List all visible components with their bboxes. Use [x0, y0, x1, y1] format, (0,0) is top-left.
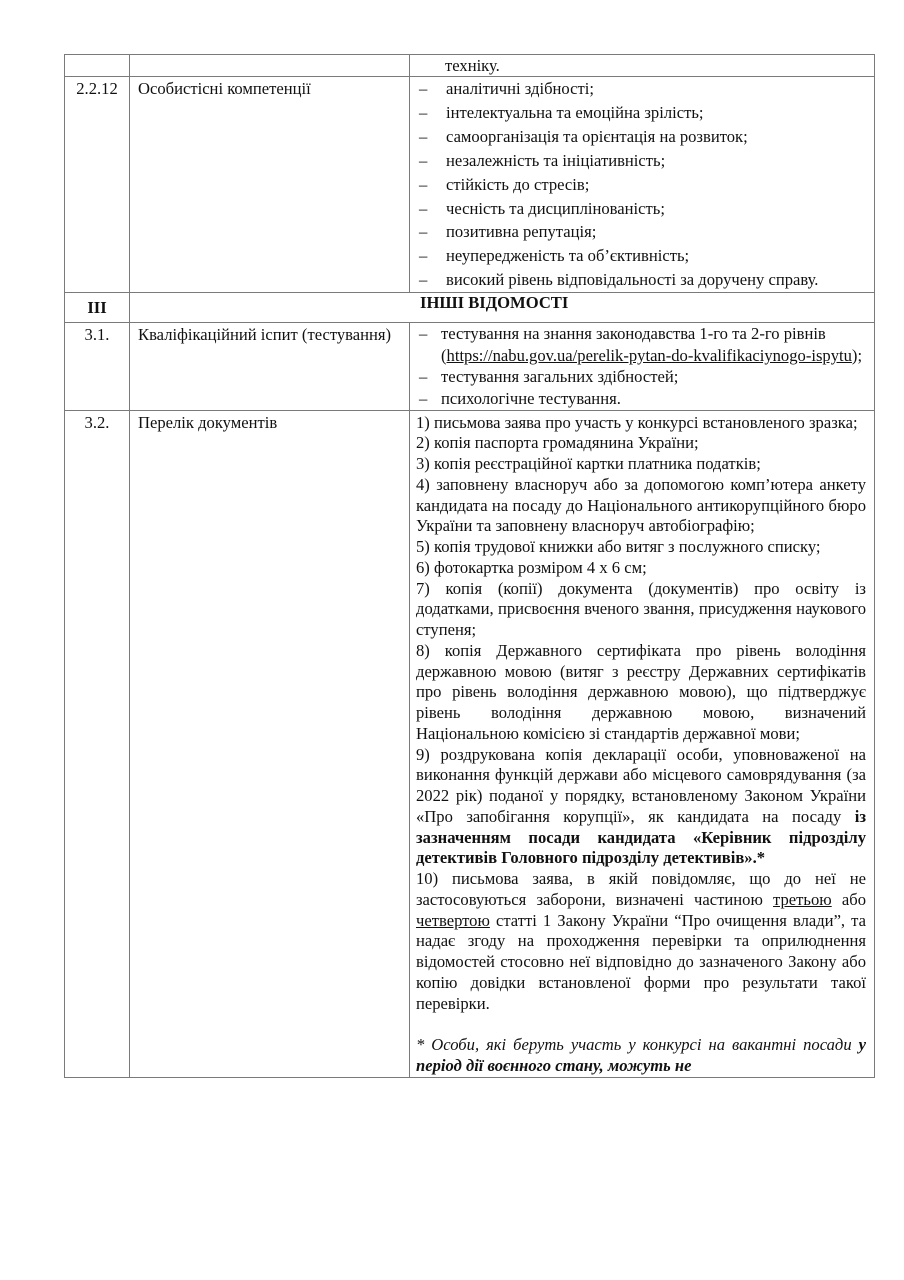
- document-item: 8) копія Державного сертифіката про рівень володіння державною мовою (витяг з реєстру Державних сертифікатів про рівень володіння державною мовою), що підтверджує рівень володіння державною мовою, визначений Національною комісією зі стандартів державної мови;: [416, 640, 866, 743]
- requirements-table: [64, 54, 875, 1078]
- lustration-underlined-2: четвертою: [416, 910, 490, 930]
- list-item: – аналітичні здібності;: [410, 77, 874, 101]
- document-item: 2) копія паспорта громадянина України;: [416, 433, 699, 453]
- list-item: – інтелектуальна та емоційна зрілість;: [410, 101, 874, 125]
- section-header-row: [65, 293, 875, 323]
- exam-cell: [410, 323, 875, 410]
- competencies-list: [410, 77, 874, 292]
- document-item: 1) письмова заява про участь у конкурсі встановленого зразка;: [416, 412, 858, 432]
- row-label: [130, 323, 410, 410]
- exam-label: Кваліфікаційний іспит (тестування): [138, 325, 392, 345]
- document-item: 6) фотокартка розміром 4 х 6 см;: [416, 557, 647, 577]
- document-item: 3) копія реєстраційної картки платника податків;: [416, 454, 761, 474]
- declaration-bold-text: із зазначенням посади кандидата «Керівник підрозділу детективів Головного підрозділу детективів».*: [416, 806, 866, 868]
- competencies-cell: [410, 77, 875, 293]
- document-item: 4) заповнену власноруч або за допомогою комп’ютера анкету кандидата на посаду до Національного антикорупційного бюро України та заповнену власноруч автобіографію;: [416, 474, 866, 536]
- exam-list: [410, 323, 874, 409]
- row-number: 2.2.12: [65, 77, 130, 293]
- list-item: [410, 323, 874, 366]
- list-item: – чесність та дисциплінованість;: [410, 197, 874, 221]
- table-row-2-2-12: [65, 77, 875, 293]
- row-number: 3.1.: [65, 323, 130, 410]
- section-title: ІНШІ ВІДОМОСТІ: [130, 293, 875, 323]
- footnote: [416, 1035, 866, 1077]
- list-item: – позитивна репутація;: [410, 220, 874, 244]
- exam-item-text: тестування на знання законодавства 1-го та 2-го рівнів (: [441, 324, 826, 365]
- list-item: – високий рівень відповідальності за доручену справу.: [410, 268, 874, 292]
- list-item: – стійкість до стресів;: [410, 173, 874, 197]
- spacer: [416, 1014, 866, 1035]
- document-item: 5) копія трудової книжки або витяг з послужного списку;: [416, 537, 821, 557]
- list-item: – тестування загальних здібностей;: [410, 366, 874, 388]
- document-item-lustration: [416, 869, 866, 1014]
- list-item: – психологічне тестування.: [410, 388, 874, 410]
- list-item: – незалежність та ініціативність;: [410, 149, 874, 173]
- cell-number: [65, 55, 130, 77]
- list-item: – неупередженість та об’єктивність;: [410, 244, 874, 268]
- document-item: 7) копія (копії) документа (документів) про освіту із додатками, присвоєння вченого звання, присудження наукового ступеня;: [416, 578, 866, 640]
- declaration-text: 9) роздрукована копія декларації особи, уповноваженої на виконання функцій держави або місцевого самоврядування (за 2022 рік) поданої у порядку, встановленому Законом України «Про запобігання корупції», як кандидата на посаду: [416, 744, 866, 826]
- documents-cell: [410, 410, 875, 1077]
- row-label: Перелік документів: [130, 410, 410, 1077]
- lustration-text-2: або: [831, 889, 866, 909]
- exam-item-suffix: );: [851, 345, 863, 365]
- document-item-declaration: [416, 745, 866, 870]
- section-number: ІІІ: [65, 293, 130, 323]
- row-label: Особистісні компетенції: [130, 77, 410, 293]
- table-row-3-2: [65, 410, 875, 1077]
- table-row-3-1: [65, 323, 875, 410]
- footnote-italic: * Особи, які беруть участь у конкурсі на вакантні посади: [416, 1035, 859, 1055]
- footnote-bold-italic: у період дії воєнного стану, можуть не: [416, 1035, 866, 1075]
- lustration-text-1: 10) письмова заява, в якій повідомляє, що до неї не застосовуються заборони, визначені частиною: [416, 869, 866, 909]
- table-row-continuation: [65, 55, 875, 77]
- list-item: – самоорганізація та орієнтація на розвиток;: [410, 125, 874, 149]
- nabu-questions-link[interactable]: https://nabu.gov.ua/perelik-pytan-do-kvalifikaciynogo-ispytu: [446, 345, 852, 365]
- lustration-underlined-1: третьою: [773, 889, 832, 909]
- cell-continuation-text: техніку.: [410, 55, 875, 77]
- row-number: 3.2.: [65, 410, 130, 1077]
- cell-label: [130, 55, 410, 77]
- lustration-text-3: статті 1 Закону України “Про очищення влади”, та надає згоду на проходження перевірки та оприлюднення відомостей стосовно неї відповідно до зазначеного Закону або копію довідки встановленої форми про результати такої перевірки.: [416, 910, 866, 1013]
